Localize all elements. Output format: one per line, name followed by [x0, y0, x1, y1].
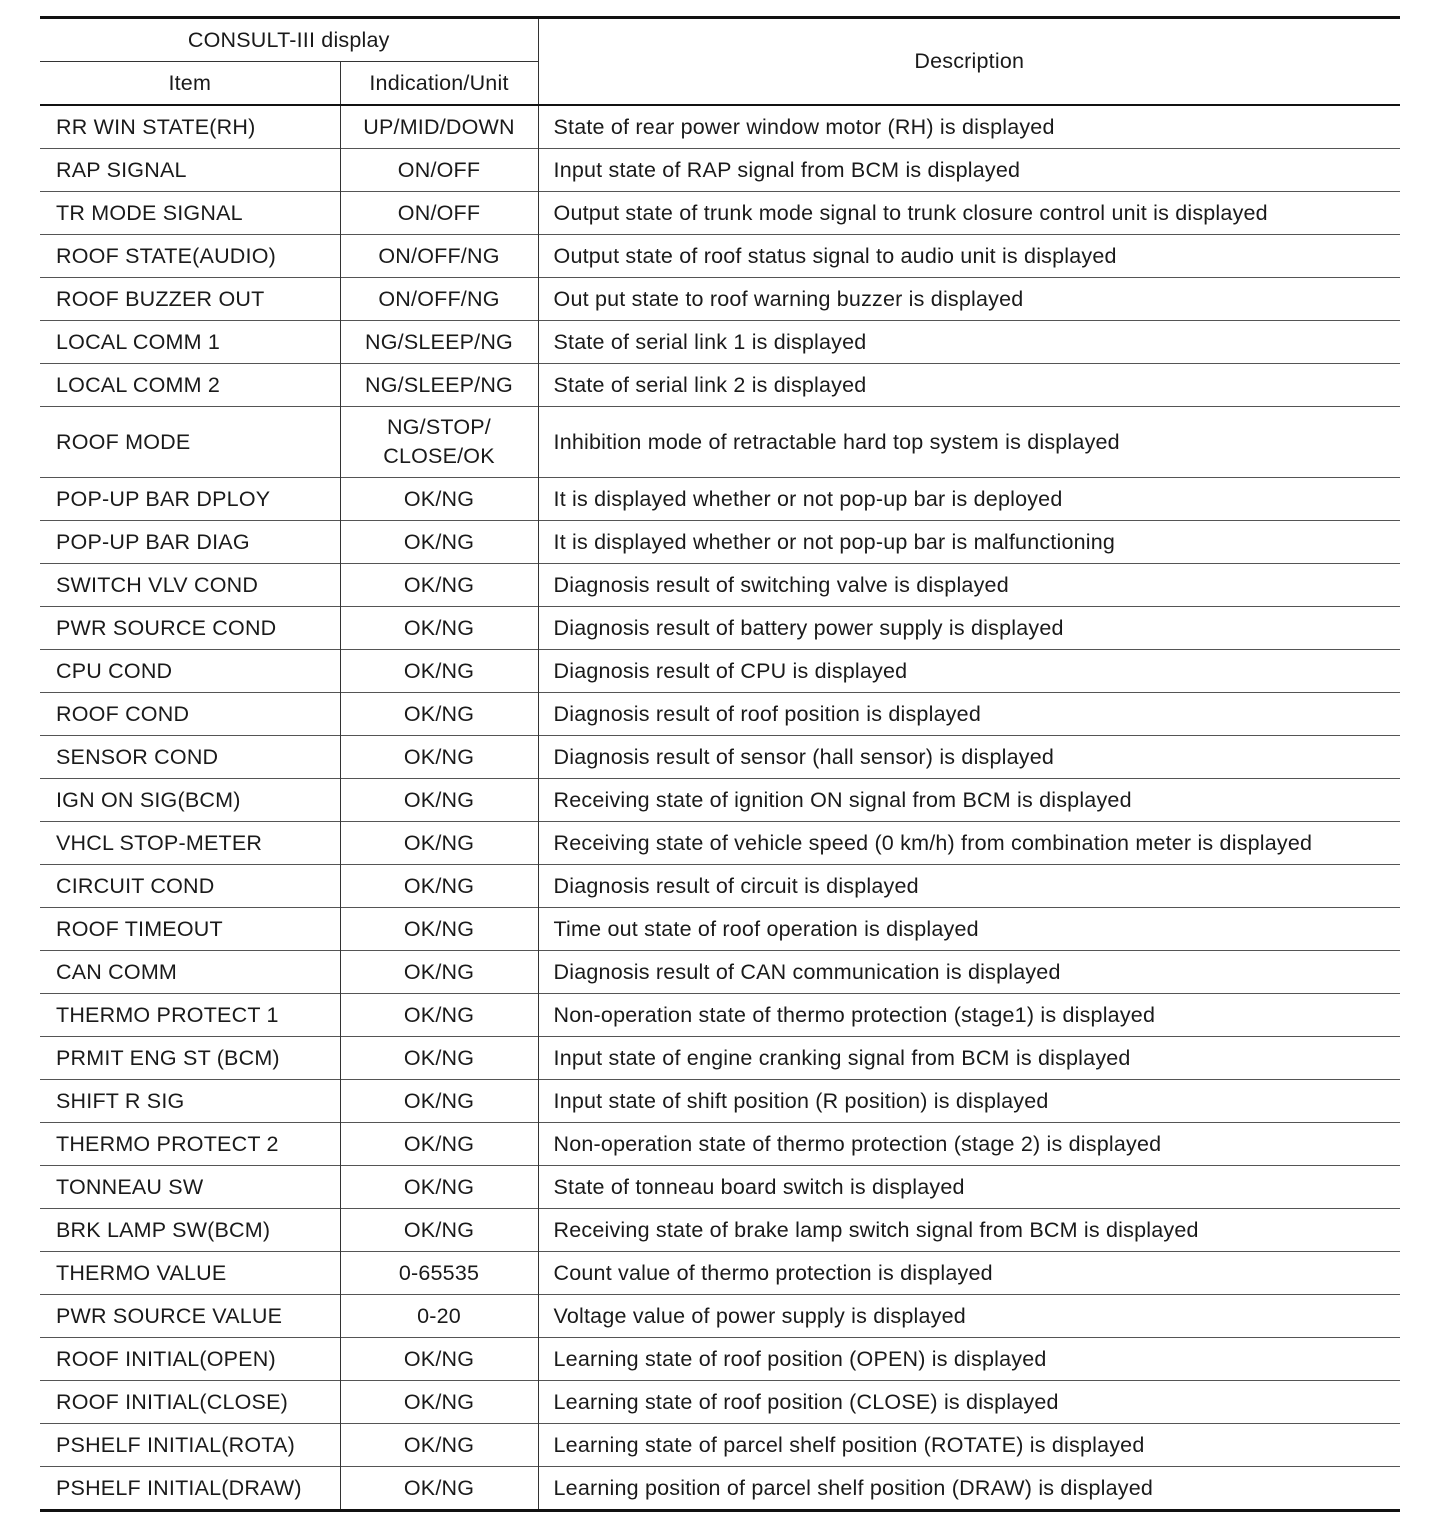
- item-cell: ROOF BUZZER OUT: [40, 278, 340, 321]
- unit-cell: OK/NG: [340, 1424, 538, 1467]
- description-cell: Count value of thermo protection is displayed: [538, 1252, 1400, 1295]
- table-body: [40, 105, 1400, 1511]
- table-row: [40, 407, 1400, 478]
- table-row: [40, 650, 1400, 693]
- item-cell: THERMO PROTECT 1: [40, 994, 340, 1037]
- unit-cell: OK/NG: [340, 865, 538, 908]
- item-cell: TONNEAU SW: [40, 1166, 340, 1209]
- item-cell: THERMO VALUE: [40, 1252, 340, 1295]
- description-cell: Output state of trunk mode signal to trunk closure control unit is displayed: [538, 192, 1400, 235]
- item-cell: VHCL STOP-METER: [40, 822, 340, 865]
- table-row: [40, 235, 1400, 278]
- unit-cell-line: NG/STOP/: [387, 415, 491, 439]
- item-cell: POP-UP BAR DIAG: [40, 521, 340, 564]
- item-cell: RAP SIGNAL: [40, 149, 340, 192]
- item-cell: CAN COMM: [40, 951, 340, 994]
- item-cell: CPU COND: [40, 650, 340, 693]
- unit-cell: OK/NG: [340, 1080, 538, 1123]
- consult-display-table-page: [40, 16, 1400, 1512]
- unit-cell: OK/NG: [340, 994, 538, 1037]
- table-row: [40, 1080, 1400, 1123]
- table-row: [40, 478, 1400, 521]
- item-cell: PRMIT ENG ST (BCM): [40, 1037, 340, 1080]
- description-cell: Inhibition mode of retractable hard top system is displayed: [538, 407, 1400, 478]
- description-cell: Learning state of parcel shelf position (ROTATE) is displayed: [538, 1424, 1400, 1467]
- table-row: [40, 693, 1400, 736]
- item-cell: THERMO PROTECT 2: [40, 1123, 340, 1166]
- description-cell: Input state of shift position (R position) is displayed: [538, 1080, 1400, 1123]
- description-cell: Diagnosis result of roof position is displayed: [538, 693, 1400, 736]
- table-row: [40, 1338, 1400, 1381]
- item-cell: ROOF COND: [40, 693, 340, 736]
- consult-display-table: [40, 16, 1400, 1512]
- description-cell: Receiving state of vehicle speed (0 km/h) from combination meter is displayed: [538, 822, 1400, 865]
- table-row: [40, 1037, 1400, 1080]
- item-cell: SENSOR COND: [40, 736, 340, 779]
- description-cell: State of rear power window motor (RH) is displayed: [538, 105, 1400, 149]
- table-row: [40, 1424, 1400, 1467]
- table-row: [40, 1166, 1400, 1209]
- unit-cell: OK/NG: [340, 908, 538, 951]
- table-row: [40, 951, 1400, 994]
- unit-cell: OK/NG: [340, 1123, 538, 1166]
- unit-cell: ON/OFF/NG: [340, 278, 538, 321]
- table-row: [40, 1467, 1400, 1511]
- description-cell: It is displayed whether or not pop-up bar is malfunctioning: [538, 521, 1400, 564]
- table-row: [40, 1252, 1400, 1295]
- unit-cell: 0-20: [340, 1295, 538, 1338]
- table-row: [40, 1381, 1400, 1424]
- item-cell: CIRCUIT COND: [40, 865, 340, 908]
- description-cell: Diagnosis result of battery power supply is displayed: [538, 607, 1400, 650]
- unit-cell: OK/NG: [340, 1467, 538, 1511]
- unit-cell: OK/NG: [340, 693, 538, 736]
- description-cell: Voltage value of power supply is displayed: [538, 1295, 1400, 1338]
- unit-cell: OK/NG: [340, 1166, 538, 1209]
- description-cell: It is displayed whether or not pop-up bar is deployed: [538, 478, 1400, 521]
- consult-display-group-header: CONSULT-III display: [40, 18, 538, 62]
- item-column-header: Item: [40, 62, 340, 106]
- item-cell: PSHELF INITIAL(DRAW): [40, 1467, 340, 1511]
- description-cell: Learning state of roof position (CLOSE) is displayed: [538, 1381, 1400, 1424]
- item-cell: RR WIN STATE(RH): [56, 114, 256, 139]
- item-cell: ROOF MODE: [40, 407, 340, 478]
- description-cell: Learning position of parcel shelf position (DRAW) is displayed: [538, 1467, 1400, 1511]
- table-row: [40, 105, 1400, 149]
- unit-cell: ON/OFF: [340, 192, 538, 235]
- table-row: [40, 321, 1400, 364]
- unit-cell: ON/OFF: [340, 149, 538, 192]
- item-cell: IGN ON SIG(BCM): [40, 779, 340, 822]
- item-cell: ROOF INITIAL(OPEN): [40, 1338, 340, 1381]
- unit-cell: OK/NG: [340, 650, 538, 693]
- item-cell: ROOF INITIAL(CLOSE): [40, 1381, 340, 1424]
- table-row: [40, 521, 1400, 564]
- table-row: [40, 994, 1400, 1037]
- table-row: [40, 736, 1400, 779]
- unit-cell: ON/OFF/NG: [340, 235, 538, 278]
- description-column-header: Description: [538, 18, 1400, 106]
- unit-cell: UP/MID/DOWN: [340, 105, 538, 149]
- description-cell: State of serial link 2 is displayed: [538, 364, 1400, 407]
- item-cell: SHIFT R SIG: [40, 1080, 340, 1123]
- unit-cell: OK/NG: [340, 478, 538, 521]
- description-cell: Out put state to roof warning buzzer is displayed: [538, 278, 1400, 321]
- item-cell: SWITCH VLV COND: [40, 564, 340, 607]
- description-cell: Learning state of roof position (OPEN) is displayed: [538, 1338, 1400, 1381]
- description-cell: Diagnosis result of switching valve is displayed: [538, 564, 1400, 607]
- table-row: [40, 192, 1400, 235]
- unit-cell: OK/NG: [340, 736, 538, 779]
- description-cell: Input state of RAP signal from BCM is displayed: [538, 149, 1400, 192]
- unit-cell: OK/NG: [340, 1209, 538, 1252]
- unit-cell-line: CLOSE/OK: [383, 444, 495, 468]
- unit-cell: OK/NG: [340, 1338, 538, 1381]
- description-cell: Receiving state of brake lamp switch signal from BCM is displayed: [538, 1209, 1400, 1252]
- item-cell: ROOF STATE(AUDIO): [40, 235, 340, 278]
- unit-cell: [340, 407, 538, 478]
- item-cell: PWR SOURCE COND: [40, 607, 340, 650]
- table-row: [40, 564, 1400, 607]
- unit-cell: OK/NG: [340, 607, 538, 650]
- unit-cell: OK/NG: [340, 1037, 538, 1080]
- item-cell: LOCAL COMM 2: [40, 364, 340, 407]
- unit-cell: OK/NG: [340, 951, 538, 994]
- unit-cell: OK/NG: [340, 564, 538, 607]
- table-row: [40, 822, 1400, 865]
- unit-column-header: Indication/Unit: [340, 62, 538, 106]
- description-cell: State of tonneau board switch is displayed: [538, 1166, 1400, 1209]
- item-cell: PWR SOURCE VALUE: [40, 1295, 340, 1338]
- table-row: [40, 865, 1400, 908]
- table-header: [40, 18, 1400, 106]
- table-row: [40, 149, 1400, 192]
- description-cell: Diagnosis result of CAN communication is displayed: [538, 951, 1400, 994]
- unit-cell: OK/NG: [340, 779, 538, 822]
- description-cell: Diagnosis result of circuit is displayed: [538, 865, 1400, 908]
- table-row: [40, 364, 1400, 407]
- unit-cell: 0-65535: [340, 1252, 538, 1295]
- table-row: [40, 779, 1400, 822]
- unit-cell: OK/NG: [340, 1381, 538, 1424]
- table-row: [40, 1123, 1400, 1166]
- table-row: [40, 278, 1400, 321]
- description-cell: Diagnosis result of CPU is displayed: [538, 650, 1400, 693]
- table-row: [40, 1295, 1400, 1338]
- description-cell: Time out state of roof operation is displayed: [538, 908, 1400, 951]
- description-cell: Diagnosis result of sensor (hall sensor) is displayed: [538, 736, 1400, 779]
- description-cell: Non-operation state of thermo protection (stage 2) is displayed: [538, 1123, 1400, 1166]
- description-cell: Receiving state of ignition ON signal from BCM is displayed: [538, 779, 1400, 822]
- table-row: [40, 1209, 1400, 1252]
- unit-cell: OK/NG: [340, 521, 538, 564]
- item-cell: TR MODE SIGNAL: [40, 192, 340, 235]
- table-row: [40, 607, 1400, 650]
- item-cell: LOCAL COMM 1: [40, 321, 340, 364]
- unit-cell: NG/SLEEP/NG: [340, 321, 538, 364]
- item-cell: PSHELF INITIAL(ROTA): [40, 1424, 340, 1467]
- description-cell: Output state of roof status signal to audio unit is displayed: [538, 235, 1400, 278]
- unit-cell: OK/NG: [340, 822, 538, 865]
- item-cell: ROOF TIMEOUT: [40, 908, 340, 951]
- item-cell: BRK LAMP SW(BCM): [40, 1209, 340, 1252]
- item-cell: POP-UP BAR DPLOY: [40, 478, 340, 521]
- table-row: [40, 908, 1400, 951]
- description-cell: Non-operation state of thermo protection (stage1) is displayed: [538, 994, 1400, 1037]
- description-cell: Input state of engine cranking signal from BCM is displayed: [538, 1037, 1400, 1080]
- description-cell: State of serial link 1 is displayed: [538, 321, 1400, 364]
- unit-cell: NG/SLEEP/NG: [340, 364, 538, 407]
